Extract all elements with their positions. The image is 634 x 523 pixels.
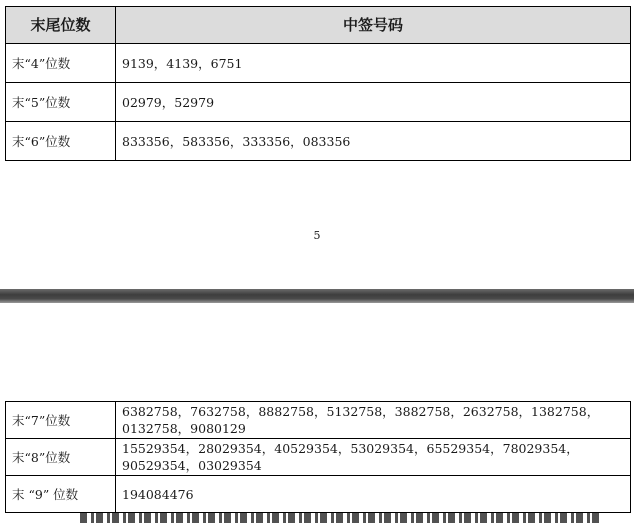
row-numbers: 02979，52979 (116, 83, 631, 122)
winning-numbers-table-bottom (5, 401, 631, 513)
table-row (6, 439, 631, 476)
row-label: 末“7”位数 (6, 402, 116, 439)
row-numbers: 833356，583356，333356，083356 (116, 122, 631, 161)
row-numbers: 6382758，7632758，8882758，5132758，3882758，2632758，1382758，0132758，9080129 (116, 402, 631, 439)
table-row (6, 122, 631, 161)
page-number: 5 (313, 229, 321, 242)
table-row (6, 44, 631, 83)
cropped-text-line (80, 513, 600, 523)
row-label: 末“8”位数 (6, 439, 116, 476)
table-row (6, 83, 631, 122)
row-numbers: 194084476 (116, 476, 631, 513)
page-divider (0, 289, 634, 303)
winning-numbers-table-top (5, 6, 631, 161)
row-label: 末“5”位数 (6, 83, 116, 122)
header-winning-numbers: 中签号码 (116, 7, 631, 44)
row-numbers: 15529354，28029354，40529354，53029354，65529354，78029354，90529354，03029354 (116, 439, 631, 476)
row-label: 末“6”位数 (6, 122, 116, 161)
table-row (6, 476, 631, 513)
header-last-digits: 末尾位数 (6, 7, 116, 44)
table-header-row (6, 7, 631, 44)
row-numbers: 9139，4139，6751 (116, 44, 631, 83)
row-label: 末“4”位数 (6, 44, 116, 83)
table-row (6, 402, 631, 439)
row-label: 末 “9” 位数 (6, 476, 116, 513)
